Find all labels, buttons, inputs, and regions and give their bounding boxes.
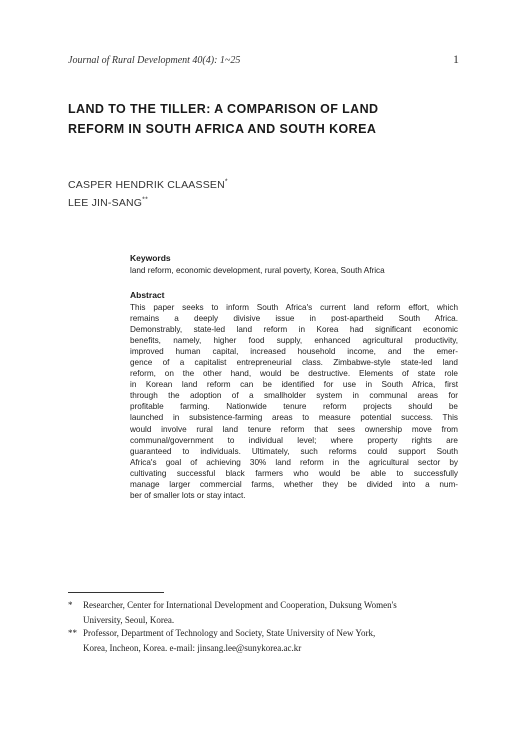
footnote-line: Researcher, Center for International Development and Cooperation, Duksung Women's — [83, 600, 397, 610]
footnote — [68, 626, 468, 656]
author — [68, 194, 228, 212]
keywords-heading: Keywords — [130, 253, 171, 263]
abstract-line: communal/government to individual level; where property rights are — [130, 435, 458, 445]
footnote-line: Professor, Department of Technology and Society, State University of New York, — [83, 628, 376, 638]
abstract-line: manage larger commercial farms, whether they be divided into a num- — [130, 479, 458, 489]
abstract-line: benefits, namely, higher food supply, enhanced agricultural productivity, — [130, 336, 458, 346]
abstract-heading: Abstract — [130, 290, 165, 300]
abstract-line: would involve rural land tenure reform that sees ownership move from — [130, 424, 458, 434]
abstract-line: remains a deeply divisive issue in post-apartheid South Africa. — [130, 314, 458, 324]
journal-citation: Journal of Rural Development 40(4): 1~25 — [68, 55, 241, 66]
footnote-mark: * — [68, 600, 73, 610]
page-number: 1 — [453, 52, 459, 66]
abstract-line: This paper seeks to inform South Africa's current land reform effort, which — [130, 303, 458, 312]
footnote-line: University, Seoul, Korea. — [83, 615, 175, 625]
abstract-line: Demonstrably, state-led land reform in Korea had significant economic — [130, 325, 458, 335]
author-footnote-mark: * — [224, 178, 228, 186]
footnote-divider — [68, 592, 164, 593]
abstract-line: in Korean land reform can be identified for use in South Africa, first — [130, 380, 458, 390]
author-name: CASPER HENDRIK CLAASSEN — [68, 179, 225, 191]
abstract-line: launched in subsistence-farming areas to measure potential success. This — [130, 413, 458, 423]
abstract-line: gence of a capitalist entrepreneurial class. Zimbabwe-style state-led land — [130, 358, 458, 368]
footnote — [68, 598, 468, 628]
title-line: REFORM IN SOUTH AFRICA AND SOUTH KOREA — [68, 122, 377, 136]
footnote-text — [83, 598, 468, 628]
title-line: LAND TO THE TILLER: A COMPARISON OF LAND — [68, 102, 379, 116]
abstract-line: ber of smaller lots or stay intact. — [130, 490, 246, 500]
abstract-line: guaranteed to individuals. Ultimately, such reforms could support South — [130, 446, 458, 456]
abstract-body — [130, 302, 458, 501]
footnote-text — [83, 626, 468, 656]
abstract-line: Africa's goal of achieving 30% land reform in the agricultural sector by — [130, 457, 458, 467]
abstract-line: through the adoption of a smallholder system in communal areas for — [130, 391, 458, 401]
author — [68, 176, 228, 194]
author-footnote-mark: ** — [142, 196, 149, 204]
abstract-line: profitable farming. Nationwide tenure reform projects should be — [130, 402, 458, 412]
author-list — [68, 176, 228, 212]
abstract-line: cultivating successful black farmers who would be able to successfully — [130, 468, 458, 478]
footnote-mark: ** — [68, 628, 77, 638]
author-name: LEE JIN-SANG — [68, 197, 143, 209]
abstract-line: reform, on the other hand, would be destructive. Elements of state role — [130, 369, 458, 379]
keywords-text: land reform, economic development, rural poverty, Korea, South Africa — [130, 266, 385, 275]
footnote-line: Korea, Incheon, Korea. e-mail: jinsang.lee@sunykorea.ac.kr — [83, 643, 302, 653]
abstract-line: improved human capital, increased household income, and the emer- — [130, 347, 458, 357]
paper-title — [68, 99, 468, 139]
